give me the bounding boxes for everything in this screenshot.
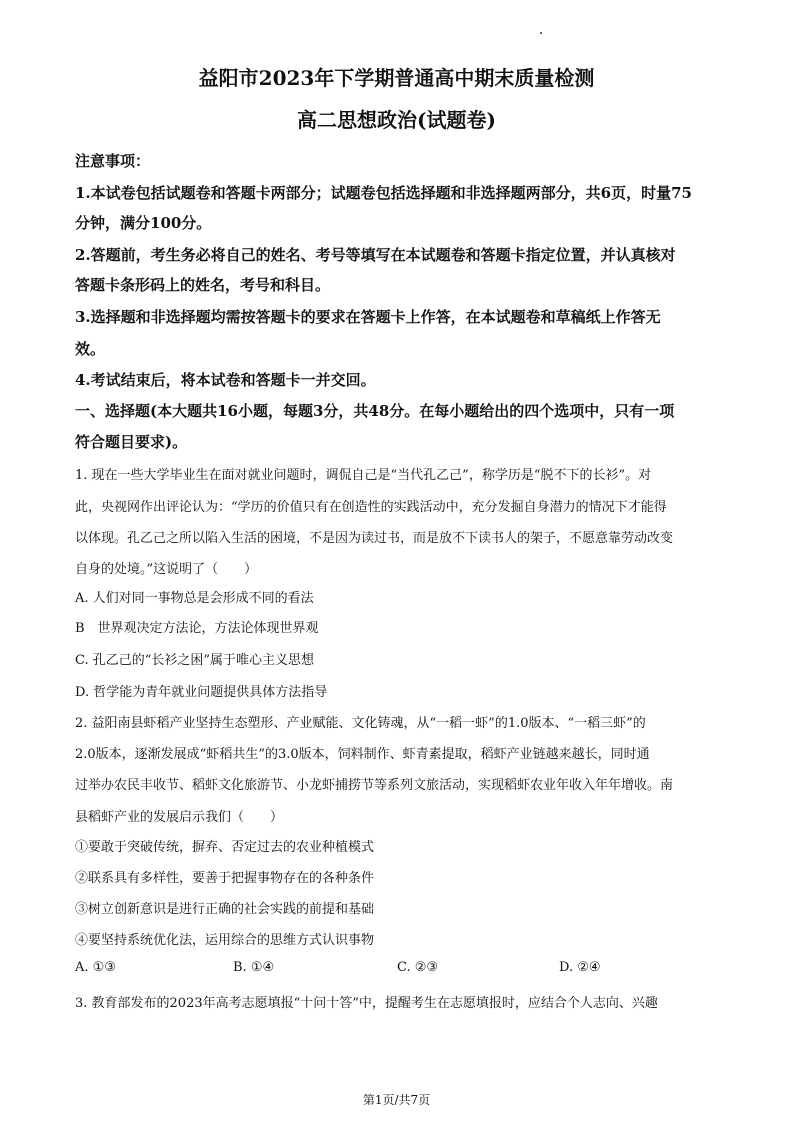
q2-stem: 过举办农民丰收节、稻虾文化旅游节、小龙虾捕捞节等系列文旅活动，实现稻虾农业年收入年年增收。南 (75, 778, 674, 793)
q1-stem: 自身的处境。”这说明了（ ） (75, 562, 258, 577)
section-heading: 一、选择题(本大题共16小题，每题3分，共48分。在每小题给出的四个选项中，只有一项 (75, 402, 675, 420)
q1-stem: 1. 现在一些大学毕业生在面对就业问题时，调侃自己是“当代孔乙己”，称学历是“脱不下的长衫”。对 (75, 468, 652, 483)
exam-subtitle: 高二思想政治(试题卷) (297, 108, 496, 132)
notice-line: 1.本试卷包括试题卷和答题卡两部分；试题卷包括选择题和非选择题两部分，共6页，时量75 (75, 184, 692, 202)
q3-stem: 3. 教育部发布的2023年高考志愿填报“十问十答”中，提醒考生在志愿填报时，应结合个人志向、兴趣 (75, 996, 658, 1011)
q1-option-b: B 世界观决定方法论，方法论体现世界观 (75, 621, 319, 636)
q1-option-d: D. 哲学能为青年就业问题提供具体方法指导 (75, 685, 328, 700)
q2-statement-1: ①要敢于突破传统，摒弃、否定过去的农业种植模式 (75, 840, 375, 855)
notice-line: 2.答题前，考生务必将自己的姓名、考号等填写在本试题卷和答题卡指定位置，并认真核对 (75, 246, 676, 264)
q2-statement-4: ④要坚持系统优化法，运用综合的思维方式认识事物 (75, 933, 375, 948)
notice-line: 4.考试结束后，将本试卷和答题卡一并交回。 (75, 371, 376, 389)
page-number: 第1页/共7页 (362, 1093, 431, 1107)
q2-statement-3: ③树立创新意识是进行正确的社会实践的前提和基础 (75, 902, 375, 917)
q1-stem: 以体现。孔乙己之所以陷入生活的困境，不是因为读过书，而是放不下读书人的架子，不愿意靠劳动改变 (75, 531, 674, 546)
notice-line: 分钟，满分100分。 (75, 214, 212, 232)
q2-stem: 2. 益阳南县虾稻产业坚持生态塑形、产业赋能、文化铸魂，从“一稻一虾”的1.0版本、“一稻三虾”的 (75, 716, 646, 731)
notice-line: 3.选择题和非选择题均需按答题卡的要求在答题卡上作答，在本试题卷和草稿纸上作答无 (75, 308, 661, 326)
q2-choice-d: D. ②④ (559, 960, 601, 975)
q2-choice-a: A. ①③ (75, 960, 116, 975)
q2-statement-2: ②联系具有多样性，要善于把握事物存在的各种条件 (75, 871, 375, 886)
q2-stem: 2.0版本，逐渐发展成“虾稻共生”的3.0版本，饲料制作、虾青素提取，稻虾产业链越来越长，同时通 (75, 747, 650, 762)
q2-stem: 县稻虾产业的发展启示我们（ ） (75, 810, 284, 825)
q1-stem: 此，央视网作出评论认为：“学历的价值只有在创造性的实践活动中，充分发掘自身潜力的情况下才能得 (75, 500, 667, 515)
section-heading-cont: 符合题目要求)。 (75, 433, 188, 451)
q1-option-a: A. 人们对同一事物总是会形成不同的看法 (75, 591, 314, 606)
exam-title: 益阳市2023年下学期普通高中期末质量检测 (198, 66, 595, 90)
notice-heading: 注意事项： (75, 152, 151, 170)
notice-line: 效。 (75, 340, 106, 358)
scan-dot (540, 32, 542, 34)
q2-choice-b: B. ①④ (233, 960, 275, 975)
notice-line: 答题卡条形码上的姓名，考号和科目。 (75, 276, 331, 294)
q1-option-c: C. 孔乙己的“长衫之困”属于唯心主义思想 (75, 653, 315, 668)
q2-choice-c: C. ②③ (397, 960, 439, 975)
